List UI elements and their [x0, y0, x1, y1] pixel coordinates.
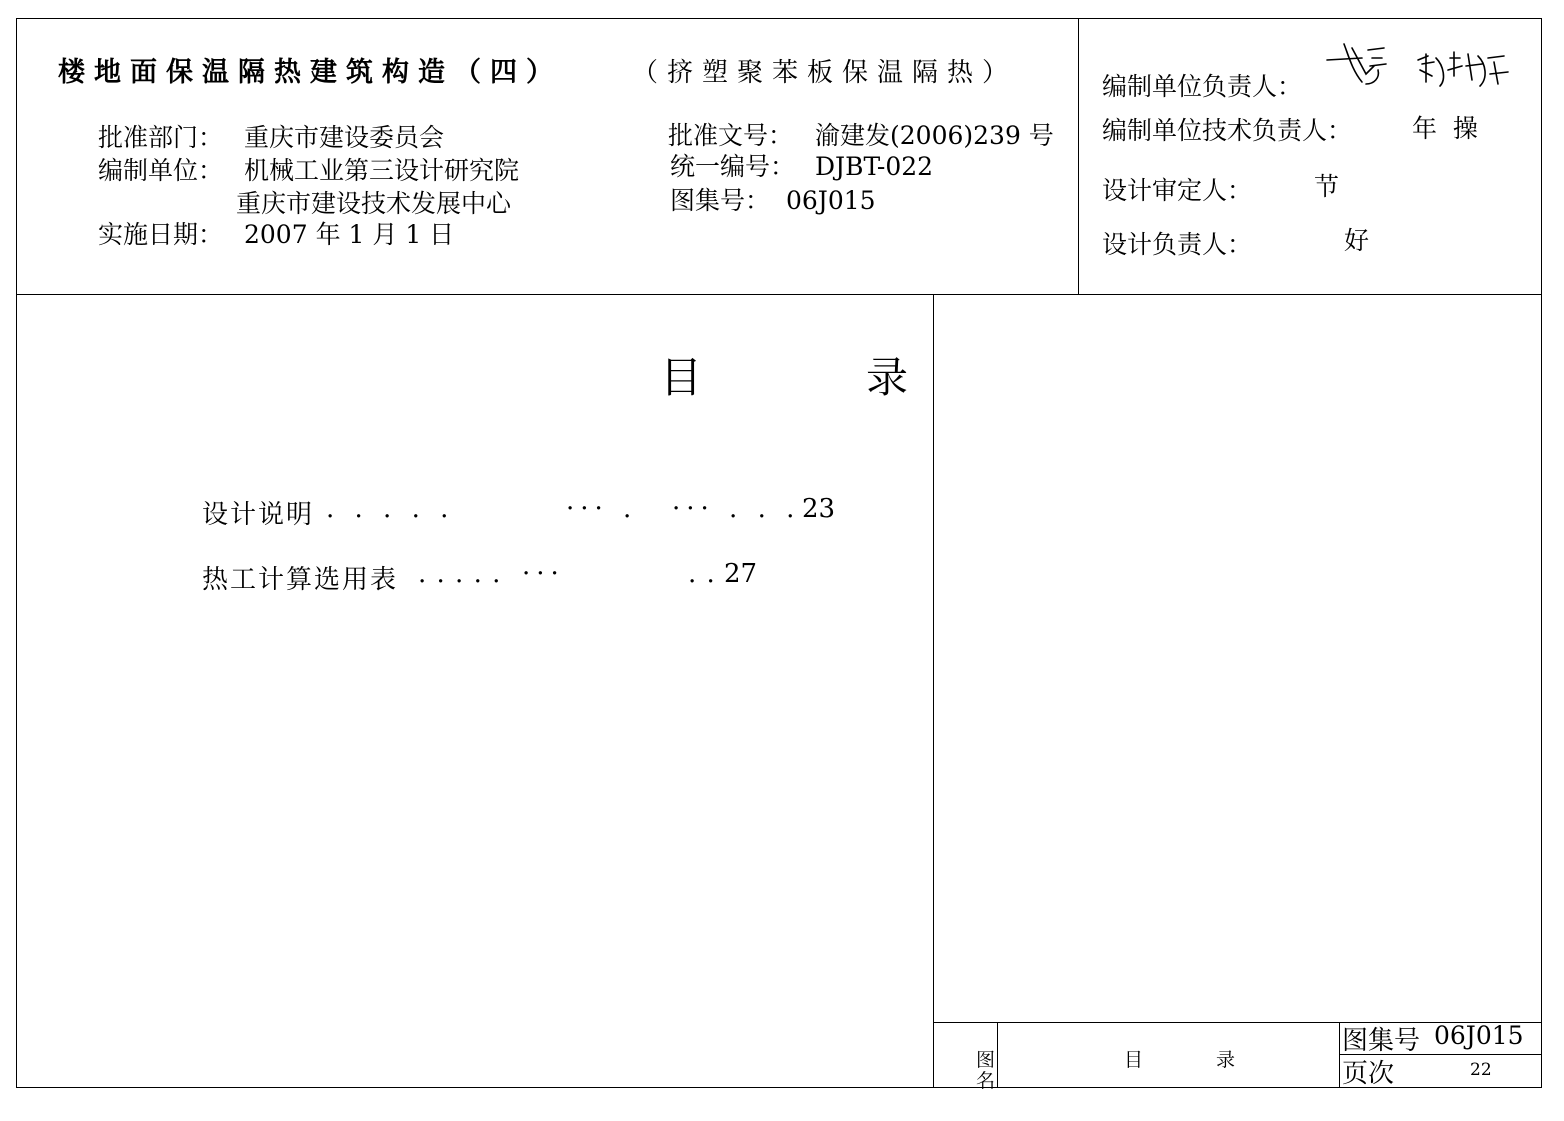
title-block-atlas-value: 06J015 [1434, 1021, 1524, 1050]
toc-item-1-page: 23 [802, 494, 836, 524]
drawing-name-label-1: 图 [976, 1049, 996, 1071]
design-head-signature: 好 [1344, 226, 1370, 255]
title-block-page-value: 22 [1470, 1060, 1492, 1080]
atlas-no-label: 图集号： [670, 186, 771, 215]
atlas-no-value: 06J015 [786, 186, 876, 215]
toc-item-2-page: 27 [724, 559, 758, 589]
title-block-divider-1 [997, 1022, 998, 1088]
design-head-label: 设计负责人： [1102, 230, 1253, 259]
title-block-divider-2 [1339, 1022, 1340, 1088]
title-block-atlas-label: 图集号 [1342, 1026, 1421, 1056]
unit-head-label: 编制单位负责人： [1102, 72, 1303, 101]
toc-item-2-leader-2: ··· [522, 559, 565, 589]
approval-dept-value: 重庆市建设委员会 [244, 123, 445, 152]
compile-unit-value-1: 机械工业第三设计研究院 [244, 156, 520, 185]
unit-tech-head-label: 编制单位技术负责人： [1102, 116, 1353, 145]
document-title: 楼地面保温隔热建筑构造（四） [58, 57, 562, 88]
drawing-name-label-2: 名 [976, 1070, 996, 1092]
header-divider [16, 294, 1542, 295]
document-subtitle: （挤塑聚苯板保温隔热） [632, 58, 1018, 88]
effective-date-label: 实施日期： [98, 220, 224, 249]
toc-item-1-label: 设计说明 [202, 500, 315, 530]
approval-no-value: 渝建发(2006)239 号 [815, 121, 1054, 150]
unified-no-value: DJBT-022 [815, 152, 934, 181]
signature-column-divider [1078, 18, 1079, 294]
toc-item-1-leader-2: ··· . [566, 494, 638, 524]
toc-item-1-leader-3: ··· . . . [672, 494, 801, 524]
toc-item-2-label: 热工计算选用表 [202, 565, 399, 595]
drawing-name-char-1: 目 [1124, 1049, 1144, 1071]
compile-unit-label: 编制单位： [98, 156, 224, 185]
design-reviewer-label: 设计审定人： [1102, 176, 1253, 205]
unit-head-signature [1322, 36, 1522, 96]
compile-unit-value-2: 重庆市建设技术发展中心 [236, 189, 512, 218]
toc-item-1-leader-1: . . . . . [326, 494, 455, 524]
effective-date-value: 2007 年 1 月 1 日 [244, 220, 455, 249]
approval-dept-label: 批准部门： [98, 123, 224, 152]
unit-tech-head-signature: 年 操 [1412, 114, 1478, 143]
title-block-page-label: 页次 [1342, 1059, 1395, 1089]
unified-no-label: 统一编号： [670, 152, 796, 181]
toc-item-2-leader-1: . . . . . [418, 559, 502, 589]
toc-heading-char-2: 录 [866, 353, 909, 402]
drawing-name-char-2: 录 [1216, 1049, 1236, 1071]
toc-heading-char-1: 目 [660, 353, 703, 402]
design-reviewer-signature: 节 [1314, 172, 1340, 201]
toc-item-2-leader-3: . . [688, 559, 716, 589]
content-column-divider [933, 294, 934, 1088]
approval-no-label: 批准文号： [668, 121, 794, 150]
